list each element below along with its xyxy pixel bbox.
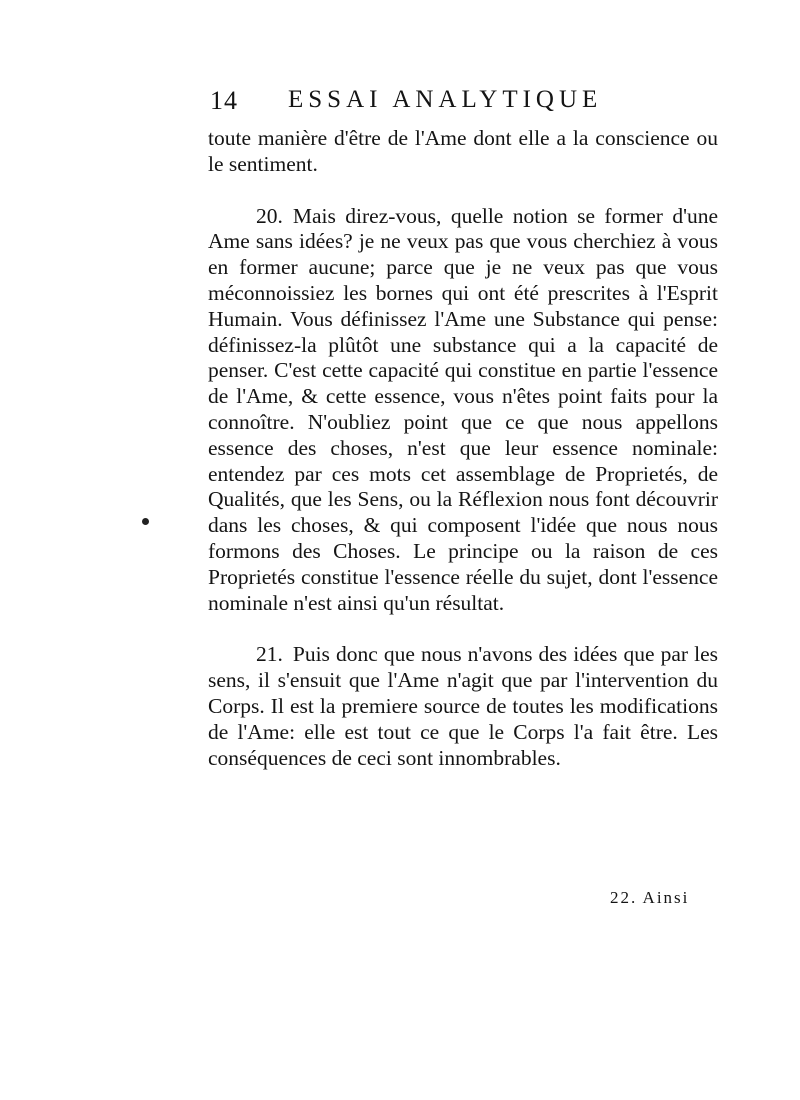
- paragraph-text: Mais direz-vous, quelle notion se former d'une Ame sans idées? je ne veux pas que vous cherchiez à vous en former aucune; parce que je ne veux pas que vous méconnoissiez les bornes qui ont été prescrites à l'Esprit Humain. Vous définissez l'Ame une Substance qui pense: définissez-la plûtôt une substance qui a la capacité de penser. C'est cette capacité qui constitue en partie l'essence de l'Ame, & cette essence, vous n'êtes point faits pour la connoître. N'oubliez point que ce que nous appellons essence des choses, n'est que leur essence nominale: entendez par ces mots cet assemblage de Proprietés, de Qualités, que les Sens, ou la Réflexion nous font découvrir dans les choses, & qui composent l'idée que nous nous formons des Choses. Le principe ou la raison de ces Proprietés constitue l'essence réelle du sujet, dont l'essence nominale n'est ainsi qu'un résultat.: [208, 203, 718, 615]
- paragraph-text: Puis donc que nous n'avons des idées que par les sens, il s'ensuit que l'Ame n'agit que par l'intervention du Corps. Il est la premiere source de toutes les modifications de l'Ame: elle est tout ce que le Corps l'a fait être. Les conséquences de ceci sont innombrables.: [208, 642, 718, 770]
- catchword: 22. Ainsi: [610, 888, 690, 907]
- page-number: 14: [210, 86, 238, 115]
- paragraph-20: [208, 204, 718, 617]
- body-text: [208, 126, 718, 771]
- paragraph-21: [208, 642, 718, 771]
- paragraph-continued: [208, 126, 718, 178]
- page-header: [210, 86, 630, 116]
- paragraph-number: 21.: [256, 642, 283, 667]
- paragraph-number: 20.: [256, 203, 283, 228]
- ink-spot: [142, 518, 149, 525]
- paragraph-text: toute manière d'être de l'Ame dont elle a la conscience ou le sentiment.: [208, 126, 718, 176]
- running-title: ESSAI ANALYTIQUE: [288, 86, 603, 113]
